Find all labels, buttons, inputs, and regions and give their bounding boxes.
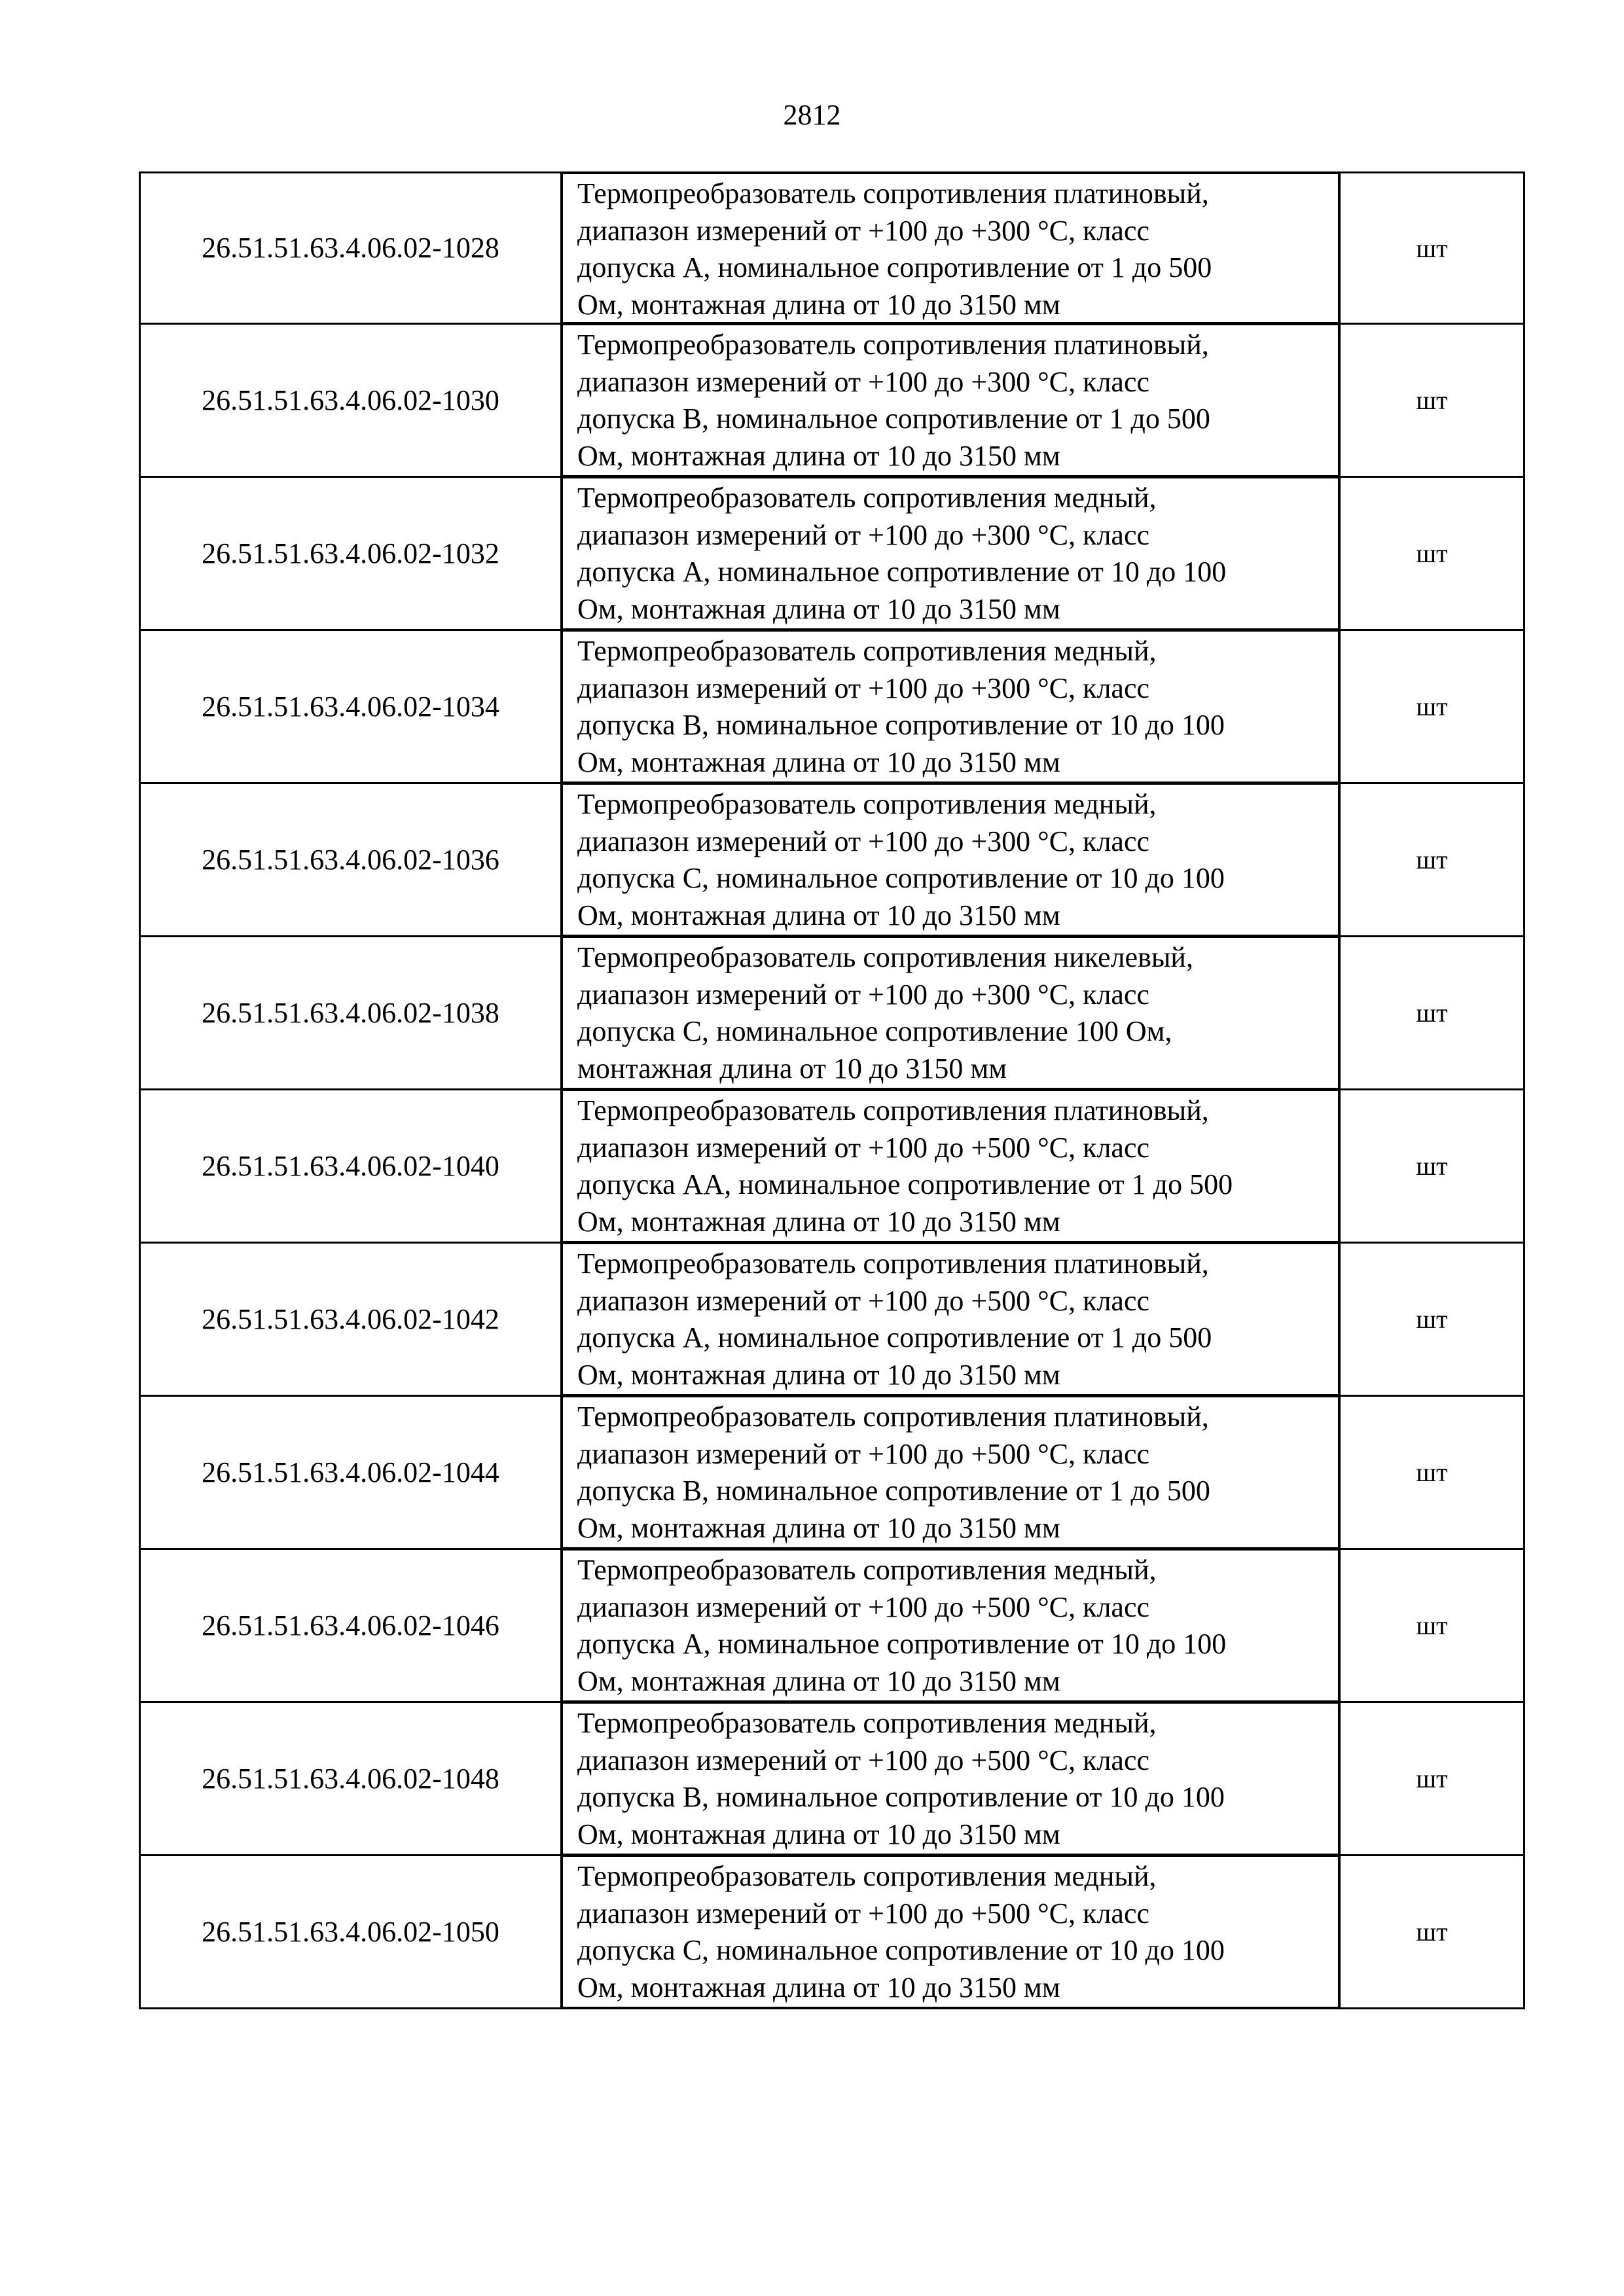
description-line: Ом, монтажная длина от 10 до 3150 мм (577, 439, 1060, 472)
unit-cell: шт (1341, 1854, 1525, 2009)
description-line: диапазон измерений от +100 до +300 °С, класс (577, 978, 1150, 1011)
description-line: допуска С, номинальное сопротивление от 10 до 100 (577, 862, 1225, 894)
description-line: допуска А, номинальное сопротивление от 1 до 500 (577, 251, 1212, 283)
description-line: Термопреобразователь сопротивления медный, (577, 635, 1157, 667)
description-line: Термопреобразователь сопротивления платиновый, (577, 1247, 1209, 1280)
description-line: допуска А, номинальное сопротивление от 10 до 100 (577, 1628, 1227, 1660)
description-line: Термопреобразователь сопротивления никелевый, (577, 941, 1193, 973)
unit-cell: шт (1341, 782, 1525, 937)
description-line: допуска А, номинальное сопротивление от 10 до 100 (577, 556, 1227, 588)
description-line: Ом, монтажная длина от 10 до 3150 мм (577, 288, 1060, 321)
table-row (139, 1856, 1525, 2009)
description-line: Ом, монтажная длина от 10 до 3150 мм (577, 745, 1060, 778)
description-line: диапазон измерений от +100 до +500 °С, класс (577, 1131, 1150, 1164)
table-row (139, 1550, 1525, 1703)
item-code-cell: 26.51.51.63.4.06.02-1028 (139, 171, 560, 325)
table-row (139, 1090, 1525, 1244)
item-code-cell: 26.51.51.63.4.06.02-1034 (139, 629, 560, 784)
description-line: Термопреобразователь сопротивления платиновый, (577, 1094, 1209, 1126)
description-line: допуска С, номинальное сопротивление 100 Ом, (577, 1015, 1172, 1047)
description-line: диапазон измерений от +100 до +500 °С, класс (577, 1897, 1150, 1929)
description-line: монтажная длина от 10 до 3150 мм (577, 1052, 1007, 1085)
unit-cell: шт (1341, 1548, 1525, 1703)
description-line: Ом, монтажная длина от 10 до 3150 мм (577, 1818, 1060, 1850)
description-line: диапазон измерений от +100 до +500 °С, класс (577, 1437, 1150, 1470)
item-code-cell: 26.51.51.63.4.06.02-1046 (139, 1548, 560, 1703)
item-description-cell (560, 1548, 1341, 1703)
description-line: допуска А, номинальное сопротивление от 1 до 500 (577, 1321, 1212, 1354)
description-line: Ом, монтажная длина от 10 до 3150 мм (577, 1971, 1060, 2003)
item-description-cell (560, 935, 1341, 1090)
item-code-cell: 26.51.51.63.4.06.02-1036 (139, 782, 560, 937)
description-line: Ом, монтажная длина от 10 до 3150 мм (577, 1205, 1060, 1238)
item-code-cell: 26.51.51.63.4.06.02-1032 (139, 476, 560, 631)
table-row (139, 1397, 1525, 1550)
description-line: Ом, монтажная длина от 10 до 3150 мм (577, 1511, 1060, 1544)
item-description-cell (560, 323, 1341, 478)
item-description-cell (560, 1395, 1341, 1550)
item-description-cell (560, 1854, 1341, 2009)
description-line: диапазон измерений от +100 до +500 °С, класс (577, 1744, 1150, 1776)
description-line: диапазон измерений от +100 до +300 °С, класс (577, 518, 1150, 551)
item-code-cell: 26.51.51.63.4.06.02-1030 (139, 323, 560, 478)
unit-cell: шт (1341, 323, 1525, 478)
description-line: Термопреобразователь сопротивления медный, (577, 1554, 1157, 1586)
table-row (139, 1244, 1525, 1397)
item-code-cell: 26.51.51.63.4.06.02-1048 (139, 1701, 560, 1856)
description-line: Ом, монтажная длина от 10 до 3150 мм (577, 1664, 1060, 1697)
unit-cell: шт (1341, 1088, 1525, 1244)
description-line: Термопреобразователь сопротивления платиновый, (577, 177, 1209, 209)
unit-cell: шт (1341, 171, 1525, 325)
table-row (139, 631, 1525, 784)
description-line: Ом, монтажная длина от 10 до 3150 мм (577, 592, 1060, 625)
table-row (139, 325, 1525, 478)
description-line: диапазон измерений от +100 до +500 °С, класс (577, 1590, 1150, 1623)
unit-cell: шт (1341, 935, 1525, 1090)
item-description-cell (560, 171, 1341, 325)
description-line: Термопреобразователь сопротивления медный, (577, 1860, 1157, 1892)
item-code-cell: 26.51.51.63.4.06.02-1042 (139, 1242, 560, 1397)
description-line: допуска В, номинальное сопротивление от 1 до 500 (577, 403, 1210, 435)
table-row (139, 937, 1525, 1090)
description-line: Термопреобразователь сопротивления медный, (577, 788, 1157, 820)
description-line: допуска В, номинальное сопротивление от 1 до 500 (577, 1475, 1210, 1507)
unit-cell: шт (1341, 1701, 1525, 1856)
description-line: диапазон измерений от +100 до +300 °С, класс (577, 365, 1150, 398)
description-line: диапазон измерений от +100 до +300 °С, класс (577, 214, 1150, 247)
description-line: допуска АА, номинальное сопротивление от 1 до 500 (577, 1168, 1233, 1200)
description-line: Ом, монтажная длина от 10 до 3150 мм (577, 899, 1060, 931)
item-description-cell (560, 1088, 1341, 1244)
description-line: Термопреобразователь сопротивления медный, (577, 482, 1157, 514)
description-line: диапазон измерений от +100 до +300 °С, класс (577, 672, 1150, 704)
item-code-cell: 26.51.51.63.4.06.02-1038 (139, 935, 560, 1090)
catalog-table (139, 171, 1525, 2009)
item-code-cell: 26.51.51.63.4.06.02-1040 (139, 1088, 560, 1244)
description-line: Термопреобразователь сопротивления медный, (577, 1707, 1157, 1739)
unit-cell: шт (1341, 629, 1525, 784)
item-description-cell (560, 1701, 1341, 1856)
description-line: допуска В, номинальное сопротивление от 10 до 100 (577, 1781, 1225, 1813)
item-code-cell: 26.51.51.63.4.06.02-1050 (139, 1854, 560, 2009)
item-description-cell (560, 782, 1341, 937)
description-line: Термопреобразователь сопротивления платиновый, (577, 1401, 1209, 1433)
table-row (139, 171, 1525, 325)
table-row (139, 784, 1525, 937)
description-line: Ом, монтажная длина от 10 до 3150 мм (577, 1358, 1060, 1391)
description-line: Термопреобразователь сопротивления платиновый, (577, 329, 1209, 361)
item-description-cell (560, 1242, 1341, 1397)
unit-cell: шт (1341, 476, 1525, 631)
description-line: диапазон измерений от +100 до +500 °С, класс (577, 1284, 1150, 1317)
unit-cell: шт (1341, 1395, 1525, 1550)
table-row (139, 478, 1525, 631)
description-line: допуска С, номинальное сопротивление от 10 до 100 (577, 1934, 1225, 1966)
item-description-cell (560, 476, 1341, 631)
item-code-cell: 26.51.51.63.4.06.02-1044 (139, 1395, 560, 1550)
description-line: диапазон измерений от +100 до +300 °С, класс (577, 825, 1150, 857)
description-line: допуска В, номинальное сопротивление от 10 до 100 (577, 709, 1225, 741)
unit-cell: шт (1341, 1242, 1525, 1397)
page-number: 2812 (783, 99, 841, 131)
item-description-cell (560, 629, 1341, 784)
table-row (139, 1703, 1525, 1856)
